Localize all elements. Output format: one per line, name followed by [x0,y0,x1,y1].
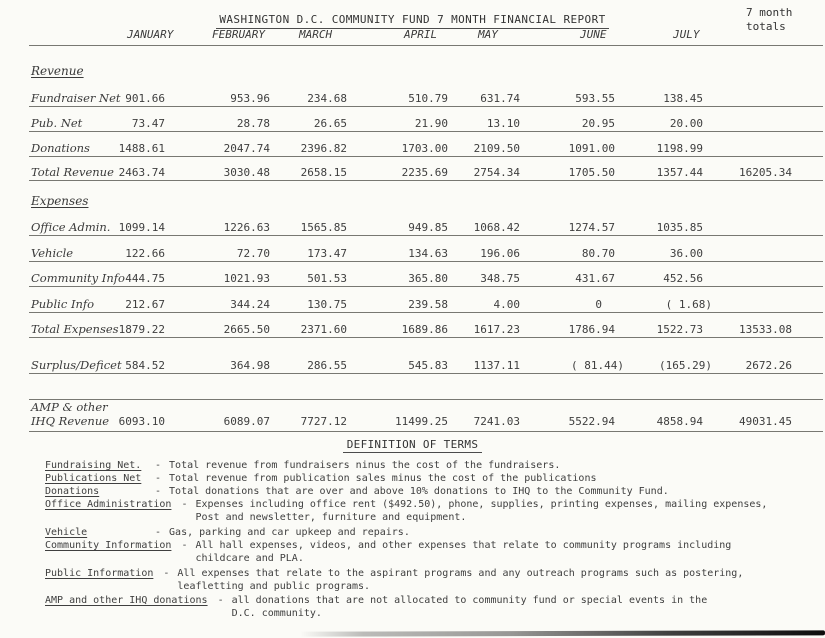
value-cell: 4.00 [493,298,520,311]
definition-term: Vehicle [45,527,88,538]
value-cell: ( 81.44) [571,359,624,372]
value-cell: ( 1.68) [665,298,712,311]
row-rule [29,312,823,313]
value-cell: 0 [595,298,602,311]
value-cell: 4858.94 [656,415,703,428]
definition-text: Gas, parking and car upkeep and repairs. [169,527,410,538]
table-row-office-admin [0,221,825,235]
column-header-march: MARCH [299,28,333,41]
definition-dash: - [181,540,188,551]
row-label: Public Info [31,297,95,311]
definition-term: Office Administration [45,499,172,510]
definition-publications-net [45,472,597,485]
value-cell: 5522.94 [568,415,615,428]
value-cell: 1565.85 [300,221,347,234]
column-header-february: FEBRUARY [212,28,265,41]
report-header [0,8,825,27]
value-cell: 234.68 [307,92,347,105]
row-rule [29,156,823,157]
value-cell: 2396.82 [300,142,347,155]
total-cell: 49031.45 [739,415,792,428]
value-cell: 949.85 [408,221,448,234]
value-cell: 122.66 [125,247,165,260]
value-cell: 348.75 [480,272,520,285]
value-cell: 73.47 [131,117,165,130]
row-label-line2: IHQ Revenue [31,414,110,428]
value-cell: 1091.00 [568,142,615,155]
definition-text: Total donations that are over and above 10% donations to IHQ to the Community Fund. [169,486,669,497]
value-cell: 365.80 [408,272,448,285]
value-cell: 1786.94 [568,323,615,336]
definition-term: Donations [45,486,100,497]
header-rule [29,45,823,46]
value-cell: 2754.34 [473,166,520,179]
definition-term: Publications Net [45,473,142,484]
value-cell: 593.55 [575,92,615,105]
section-header-expenses: Expenses [31,194,89,208]
value-cell: 1226.63 [223,221,270,234]
total-cell: 2672.26 [745,359,792,372]
value-cell: 196.06 [480,247,520,260]
value-cell: 1488.61 [118,142,165,155]
table-row-donations [0,142,825,156]
definition-term: Community Information [45,540,172,551]
definition-text: Total revenue from publication sales minus the cost of the publications [169,473,597,484]
definition-public-information [45,567,743,593]
table-row-total-revenue [0,166,825,180]
definition-dash: - [155,473,162,484]
definition-text: leafletting and public programs. [177,581,371,592]
definition-vehicle [45,526,410,539]
definition-text: All hall expenses, videos, and other expenses that relate to community programs including [195,540,732,551]
table-row-fundraiser-net [0,92,825,106]
row-rule [29,180,823,181]
value-cell: 953.96 [230,92,270,105]
table-row-total-expenses [0,323,825,337]
value-cell: 13.10 [486,117,520,130]
value-cell: 6089.07 [223,415,270,428]
definition-term: Public Information [45,568,154,579]
value-cell: 2658.15 [300,166,347,179]
definition-dash: - [155,460,162,471]
column-header-april: APRIL [404,28,438,41]
value-cell: 286.55 [307,359,347,372]
definition-community-information [45,539,731,565]
row-label: Community Info [31,271,125,285]
column-header-january: JANUARY [127,28,174,41]
value-cell: 2665.50 [223,323,270,336]
value-cell: 431.67 [575,272,615,285]
section-header-revenue: Revenue [31,64,84,78]
definitions-section [0,433,825,452]
definition-dash: - [155,486,162,497]
definition-dash: - [163,568,170,579]
row-label: Fundraiser Net [31,91,121,105]
definition-office-administration [45,498,767,524]
value-cell: 28.78 [236,117,270,130]
value-cell: 2463.74 [118,166,165,179]
definition-dash: - [181,499,188,510]
row-rule [29,235,823,236]
table-row-public-info [0,298,825,312]
definition-text: Total revenue from fundraisers ninus the cost of the fundraisers. [169,460,561,471]
table-row-amp-ihq-revenue [0,415,825,429]
value-cell: 20.95 [581,117,615,130]
row-rule [29,261,823,262]
value-cell: 72.70 [236,247,270,260]
value-cell: 20.00 [669,117,703,130]
scan-artifact [300,630,825,636]
value-cell: (165.29) [659,359,712,372]
column-header-june: JUNE [580,28,607,41]
value-cell: 6093.10 [118,415,165,428]
definition-dash: - [217,595,224,606]
value-cell: 239.58 [408,298,448,311]
table-row-vehicle [0,247,825,261]
value-cell: 1357.44 [656,166,703,179]
column-header-july: JULY [673,28,700,41]
value-cell: 545.83 [408,359,448,372]
value-cell: 510.79 [408,92,448,105]
value-cell: 130.75 [307,298,347,311]
section-rule [29,399,823,400]
value-cell: 36.00 [669,247,703,260]
value-cell: 26.65 [313,117,347,130]
definition-term: AMP and other IHQ donations [45,595,208,606]
row-label: Total Expenses [31,322,119,336]
definition-dash: - [155,527,162,538]
definition-text: All expenses that relate to the aspirant programs and any outreach programs such as postering, [177,568,744,579]
value-cell: 452.56 [663,272,703,285]
row-rule [29,131,823,132]
value-cell: 1068.42 [473,221,520,234]
value-cell: 173.47 [307,247,347,260]
value-cell: 364.98 [230,359,270,372]
definition-text: all donations that are not allocated to community fund or special events in the [231,595,708,606]
row-label: Office Admin. [31,220,111,234]
value-cell: 1274.57 [568,221,615,234]
row-label: Total Revenue [31,165,114,179]
value-cell: 1689.86 [401,323,448,336]
definition-term: Fundraising Net. [45,460,142,471]
value-cell: 80.70 [581,247,615,260]
row-label: Pub. Net [31,116,83,130]
row-rule [29,431,823,432]
row-label-line1: AMP & other [31,400,108,414]
table-row-pub-net [0,117,825,131]
row-rule [29,106,823,107]
value-cell: 444.75 [125,272,165,285]
value-cell: 212.67 [125,298,165,311]
value-cell: 631.74 [480,92,520,105]
value-cell: 1021.93 [223,272,270,285]
value-cell: 501.53 [307,272,347,285]
definition-donations [45,485,669,498]
column-header-may: MAY [478,28,498,41]
value-cell: 901.66 [125,92,165,105]
value-cell: 1198.99 [656,142,703,155]
row-label: Donations [31,141,90,155]
totals-header-line2: totals [746,20,786,33]
row-rule [29,337,823,338]
value-cell: 138.45 [663,92,703,105]
value-cell: 1703.00 [401,142,448,155]
page-title: WASHINGTON D.C. COMMUNITY FUND 7 MONTH FINANCIAL REPORT [216,13,608,29]
totals-column-header [746,6,792,34]
value-cell: 1522.73 [656,323,703,336]
value-cell: 7241.03 [473,415,520,428]
value-cell: 7727.12 [300,415,347,428]
value-cell: 584.52 [125,359,165,372]
row-rule [29,373,823,374]
value-cell: 1035.85 [656,221,703,234]
table-row-surplus-deficit [0,359,825,373]
value-cell: 21.90 [414,117,448,130]
definition-text: Expenses including office rent ($492.50), phone, supplies, printing expenses, mailing expenses, [195,499,768,510]
row-label: Surplus/Deficet [31,358,122,372]
value-cell: 1705.50 [568,166,615,179]
row-rule [29,286,823,287]
value-cell: 3030.48 [223,166,270,179]
value-cell: 134.63 [408,247,448,260]
value-cell: 1137.11 [473,359,520,372]
value-cell: 1617.23 [473,323,520,336]
definitions-heading: DEFINITION OF TERMS [343,438,483,453]
value-cell: 2109.50 [473,142,520,155]
value-cell: 2235.69 [401,166,448,179]
value-cell: 1879.22 [118,323,165,336]
definition-fundraising-net [45,459,560,472]
definition-text: D.C. community. [231,608,322,619]
value-cell: 2371.60 [300,323,347,336]
value-cell: 11499.25 [395,415,448,428]
row-label: Vehicle [31,246,74,260]
total-cell: 13533.08 [739,323,792,336]
total-cell: 16205.34 [739,166,792,179]
table-row-community-info [0,272,825,286]
value-cell: 344.24 [230,298,270,311]
value-cell: 2047.74 [223,142,270,155]
value-cell: 1099.14 [118,221,165,234]
definition-text: childcare and PLA. [195,553,304,564]
definition-amp-ihq-donations [45,594,707,620]
totals-header-line1: 7 month [746,6,793,19]
definition-text: Post and newsletter, furniture and equipment. [195,512,467,523]
